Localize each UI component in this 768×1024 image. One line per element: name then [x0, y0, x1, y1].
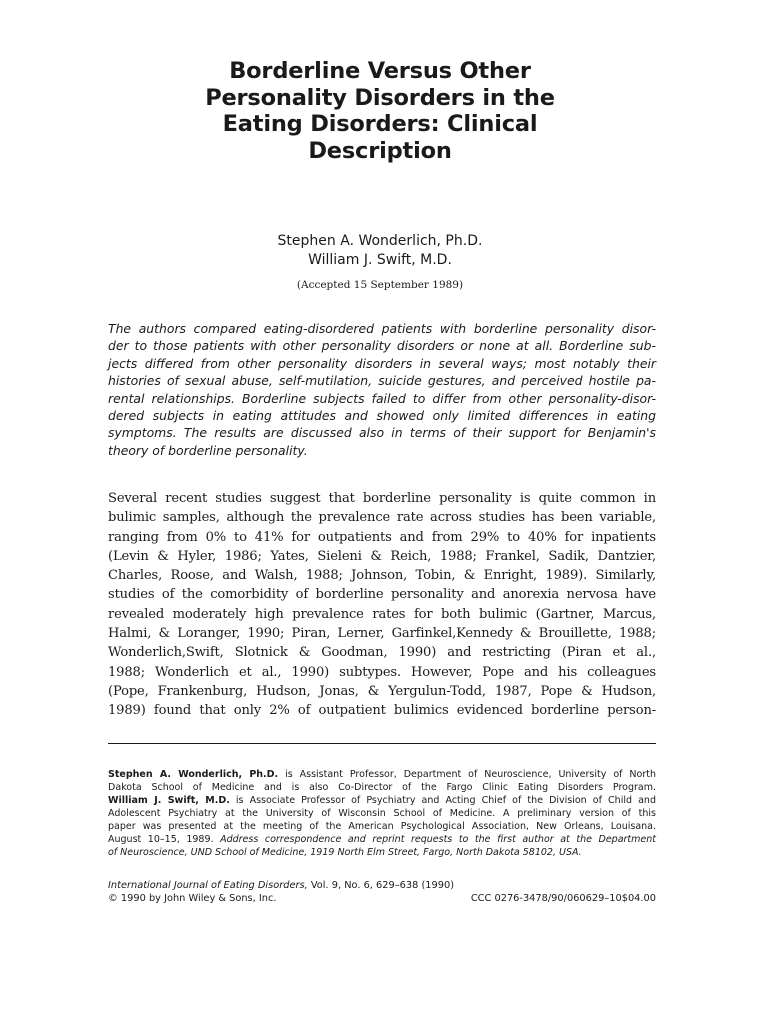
body-paragraph: [108, 489, 656, 721]
author-list: [150, 232, 610, 270]
copyright-row: [108, 892, 656, 905]
abstract-line-2: der to those patients with other personality disorders or none at all. Borderline sub-: [108, 338, 656, 354]
footnote-line-4: Adolescent Psychiatry at the University of Wisconsin School of Medicine. A preliminary version of this: [108, 808, 656, 819]
footnote-line-3: [108, 794, 656, 807]
footnote-line-1-text: is Assistant Professor, Department of Neuroscience, University of North: [278, 769, 656, 780]
abstract-line-4: histories of sexual abuse, self-mutilation, suicide gestures, and perceived hostile pa-: [108, 373, 656, 389]
footnote-line-6-italic: Address correspondence and reprint requests to the first author at the Department: [220, 834, 656, 845]
abstract-line-7: symptoms. The results are discussed also in terms of their support for Benjamin's: [108, 425, 656, 441]
accepted-date: (Accepted 15 September 1989): [296, 279, 464, 291]
author-2: William J. Swift, M.D.: [308, 252, 452, 268]
title-line-4: Description: [308, 137, 452, 164]
footnote-line-5: paper was presented at the meeting of the American Psychological Association, New Orleans, Louisana.: [108, 821, 656, 832]
article-title: [150, 58, 610, 164]
footnote-line-7-italic: of Neuroscience, UND School of Medicine, 1919 North Elm Street, Fargo, North Dakota 58102, USA.: [108, 847, 582, 858]
journal-reference: [108, 879, 454, 892]
copyright-notice: © 1990 by John Wiley & Sons, Inc.: [108, 893, 277, 904]
footnote-author-1-name: Stephen A. Wonderlich, Ph.D.: [108, 769, 279, 780]
body-line-3: ranging from 0% to 41% for outpatients and from 29% to 40% for inpatients: [108, 529, 656, 545]
abstract: [108, 320, 656, 459]
title-line-3: Eating Disorders: Clinical: [222, 111, 538, 137]
abstract-line-3: jects differed from other personality disorders in several ways; most notably their: [108, 355, 656, 371]
footnote-divider: [108, 743, 656, 744]
abstract-line-8: theory of borderline personality.: [108, 442, 308, 458]
body-line-7: revealed moderately high prevalence rates for both bulimic (Gartner, Marcus,: [108, 606, 656, 622]
ccc-code: CCC 0276-3478/90/060629–10$04.00: [470, 893, 656, 904]
body-line-8: Halmi, & Loranger, 1990; Piran, Lerner, Garfinkel,Kennedy & Brouillette, 1988;: [108, 626, 656, 642]
footnote-line-6-text: August 10–15, 1989.: [108, 834, 221, 845]
journal-name: International Journal of Eating Disorders,: [108, 880, 308, 891]
footnote-line-1: [108, 768, 656, 781]
footnote-line-6: [108, 833, 656, 846]
body-line-4: (Levin & Hyler, 1986; Yates, Sieleni & Reich, 1988; Frankel, Sadik, Dantzier,: [108, 548, 656, 564]
body-line-5: Charles, Roose, and Walsh, 1988; Johnson, Tobin, & Enright, 1989). Similarly,: [108, 568, 656, 584]
footnote-line-3-text: is Associate Professor of Psychiatry and Acting Chief of the Division of Child and: [229, 795, 656, 806]
abstract-line-5: rental relationships. Borderline subjects failed to differ from other personality-disor-: [108, 390, 656, 406]
body-line-12: 1989) found that only 2% of outpatient bulimics evidenced borderline person-: [108, 703, 656, 719]
journal-citation-row: [108, 879, 656, 892]
body-line-6: studies of the comorbidity of borderline personality and anorexia nervosa have: [108, 587, 656, 603]
journal-volume: Vol. 9, No. 6, 629–638 (1990): [307, 880, 455, 891]
title-line-2: Personality Disorders in the: [205, 84, 555, 111]
title-line-1: Borderline Versus Other: [229, 58, 531, 84]
author-footnote: [108, 768, 656, 859]
body-line-9: Wonderlich,Swift, Slotnick & Goodman, 1990) and restricting (Piran et al.,: [108, 645, 656, 661]
journal-citation: [108, 879, 656, 905]
abstract-line-6: dered subjects in eating attitudes and showed only limited differences in eating: [108, 408, 656, 424]
body-line-1: Several recent studies suggest that borderline personality is quite common in: [108, 491, 656, 506]
body-line-2: bulimic samples, although the prevalence rate across studies has been variable,: [108, 510, 656, 526]
footnote-author-2-name: William J. Swift, M.D.: [108, 795, 230, 806]
abstract-line-1: The authors compared eating-disordered patients with borderline personality disor-: [108, 321, 656, 336]
footnote-line-7: [108, 846, 656, 859]
footnote-line-2: Dakota School of Medicine and is also Co-Director of the Fargo Clinic Eating Disorders Program.: [108, 782, 656, 793]
body-line-11: (Pope, Frankenburg, Hudson, Jonas, & Yergulun-Todd, 1987, Pope & Hudson,: [108, 683, 656, 699]
body-line-10: 1988; Wonderlich et al., 1990) subtypes. However, Pope and his colleagues: [108, 664, 656, 680]
author-1: Stephen A. Wonderlich, Ph.D.: [277, 233, 483, 249]
